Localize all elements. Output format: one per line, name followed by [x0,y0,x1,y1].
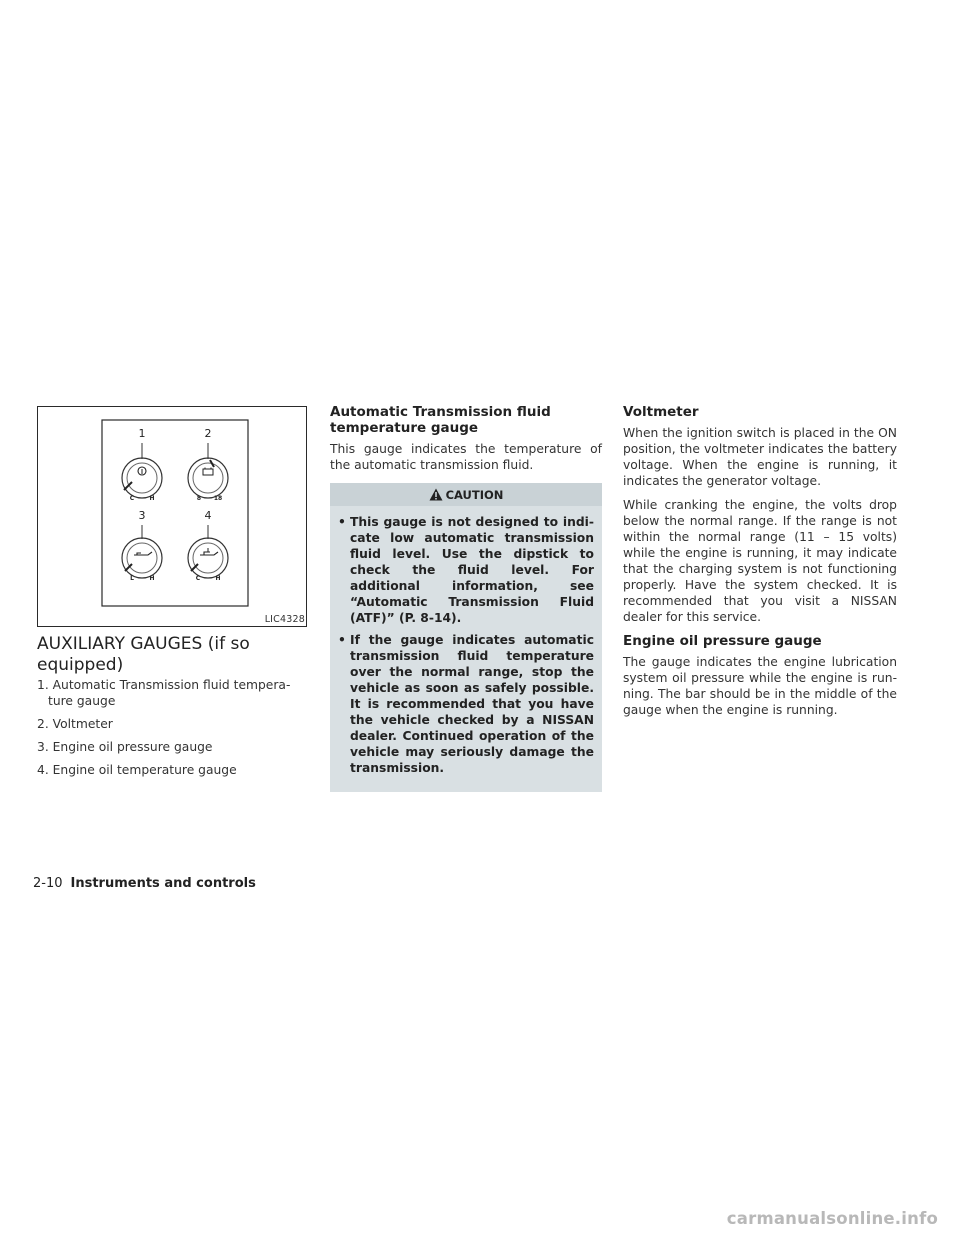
caution-box [330,483,602,792]
atf-body: This gauge indicates the temperature of the automatic transmission fluid. [330,442,602,472]
gauge-4-right-label: H [215,575,221,582]
caution-item: • This gauge is not designed to indicate low automatic transmission fluid level. Use the dipstick to check the fluid level. For additional information, see “Automatic Transmission Fluid (ATF)” (P. 8-14). [338,514,594,626]
transmission-temperature-icon [138,467,146,475]
gauge-4-number: 4 [204,509,212,522]
legend-item: 3. Engine oil pressure gauge [37,740,213,754]
gauge-1-left-label: C [129,495,135,502]
gauge-3-right-label: H [149,575,155,582]
gauge-3-number: 3 [138,509,146,522]
figure-id: LIC4328 [264,614,305,625]
gauge-4-left-label: C [195,575,201,582]
warning-triangle-icon [429,488,443,501]
gauge-2 [188,427,228,502]
page-number: 2-10 [33,876,63,891]
voltmeter-paragraph-1: When the ignition switch is placed in the ON position, the voltmeter indicates the battery voltage. When the engine is running, it indicates the generator voltage. [623,426,897,488]
gauge-2-left-label: 8 [196,495,202,502]
gauge-1-right-label: H [149,495,155,502]
right-column [623,404,897,726]
battery-icon [203,468,213,476]
legend-item: 1. Automatic Transmission fluid tempera ture gauge [37,678,291,708]
gauge-2-number: 2 [204,427,212,440]
gauge-2-right-label: 18 [213,495,223,502]
gauge-legend [37,677,309,785]
atf-section [330,404,602,792]
legend-item: 2. Voltmeter [37,717,113,731]
caution-list [330,514,602,776]
gauge-1-number: 1 [138,427,146,440]
atf-heading: Automatic Transmission fluid temperature gauge [330,404,551,436]
voltmeter-heading: Voltmeter [623,404,699,420]
gauge-3 [122,509,162,582]
caution-item: • If the gauge indicates automatic transmission fluid temperature over the normal range, stop the vehicle as soon as safely possible. It is recommended that you have the vehicle checked by a NISSAN dealer. Continued operation of the vehicle may seriously damage the transmission. [338,632,594,776]
chapter-title: Instruments and controls [70,876,256,891]
watermark: carmanualsonline.info [726,1209,938,1228]
oil-temperature-icon [200,548,218,555]
caution-label: CAUTION [445,487,504,502]
oil-can-icon [134,552,152,555]
gauges-illustration [37,406,307,627]
section-title: AUXILIARY GAUGES (if so equipped) [37,634,250,675]
oil-pressure-body: The gauge indicates the engine lubrication system oil pressure while the engine is running. The bar should be in the middle of the gauge when the engine is running. [623,655,897,717]
page-footer [33,876,256,891]
gauge-1 [122,427,162,502]
voltmeter-paragraph-2: While cranking the engine, the volts drop below the normal range. If the range is not within the normal range (11 – 15 volts) while the engine is running, it may indicate that the charging system is not functioning properly. Have the system checked. It is recommended that you visit a NISSAN dealer for this service. [623,498,897,624]
legend-item: 4. Engine oil temperature gauge [37,763,237,777]
gauges-drawing [38,407,306,626]
caution-header [330,483,602,506]
gauge-3-left-label: L [130,575,134,582]
oil-pressure-heading: Engine oil pressure gauge [623,633,822,649]
gauge-4 [188,509,228,582]
